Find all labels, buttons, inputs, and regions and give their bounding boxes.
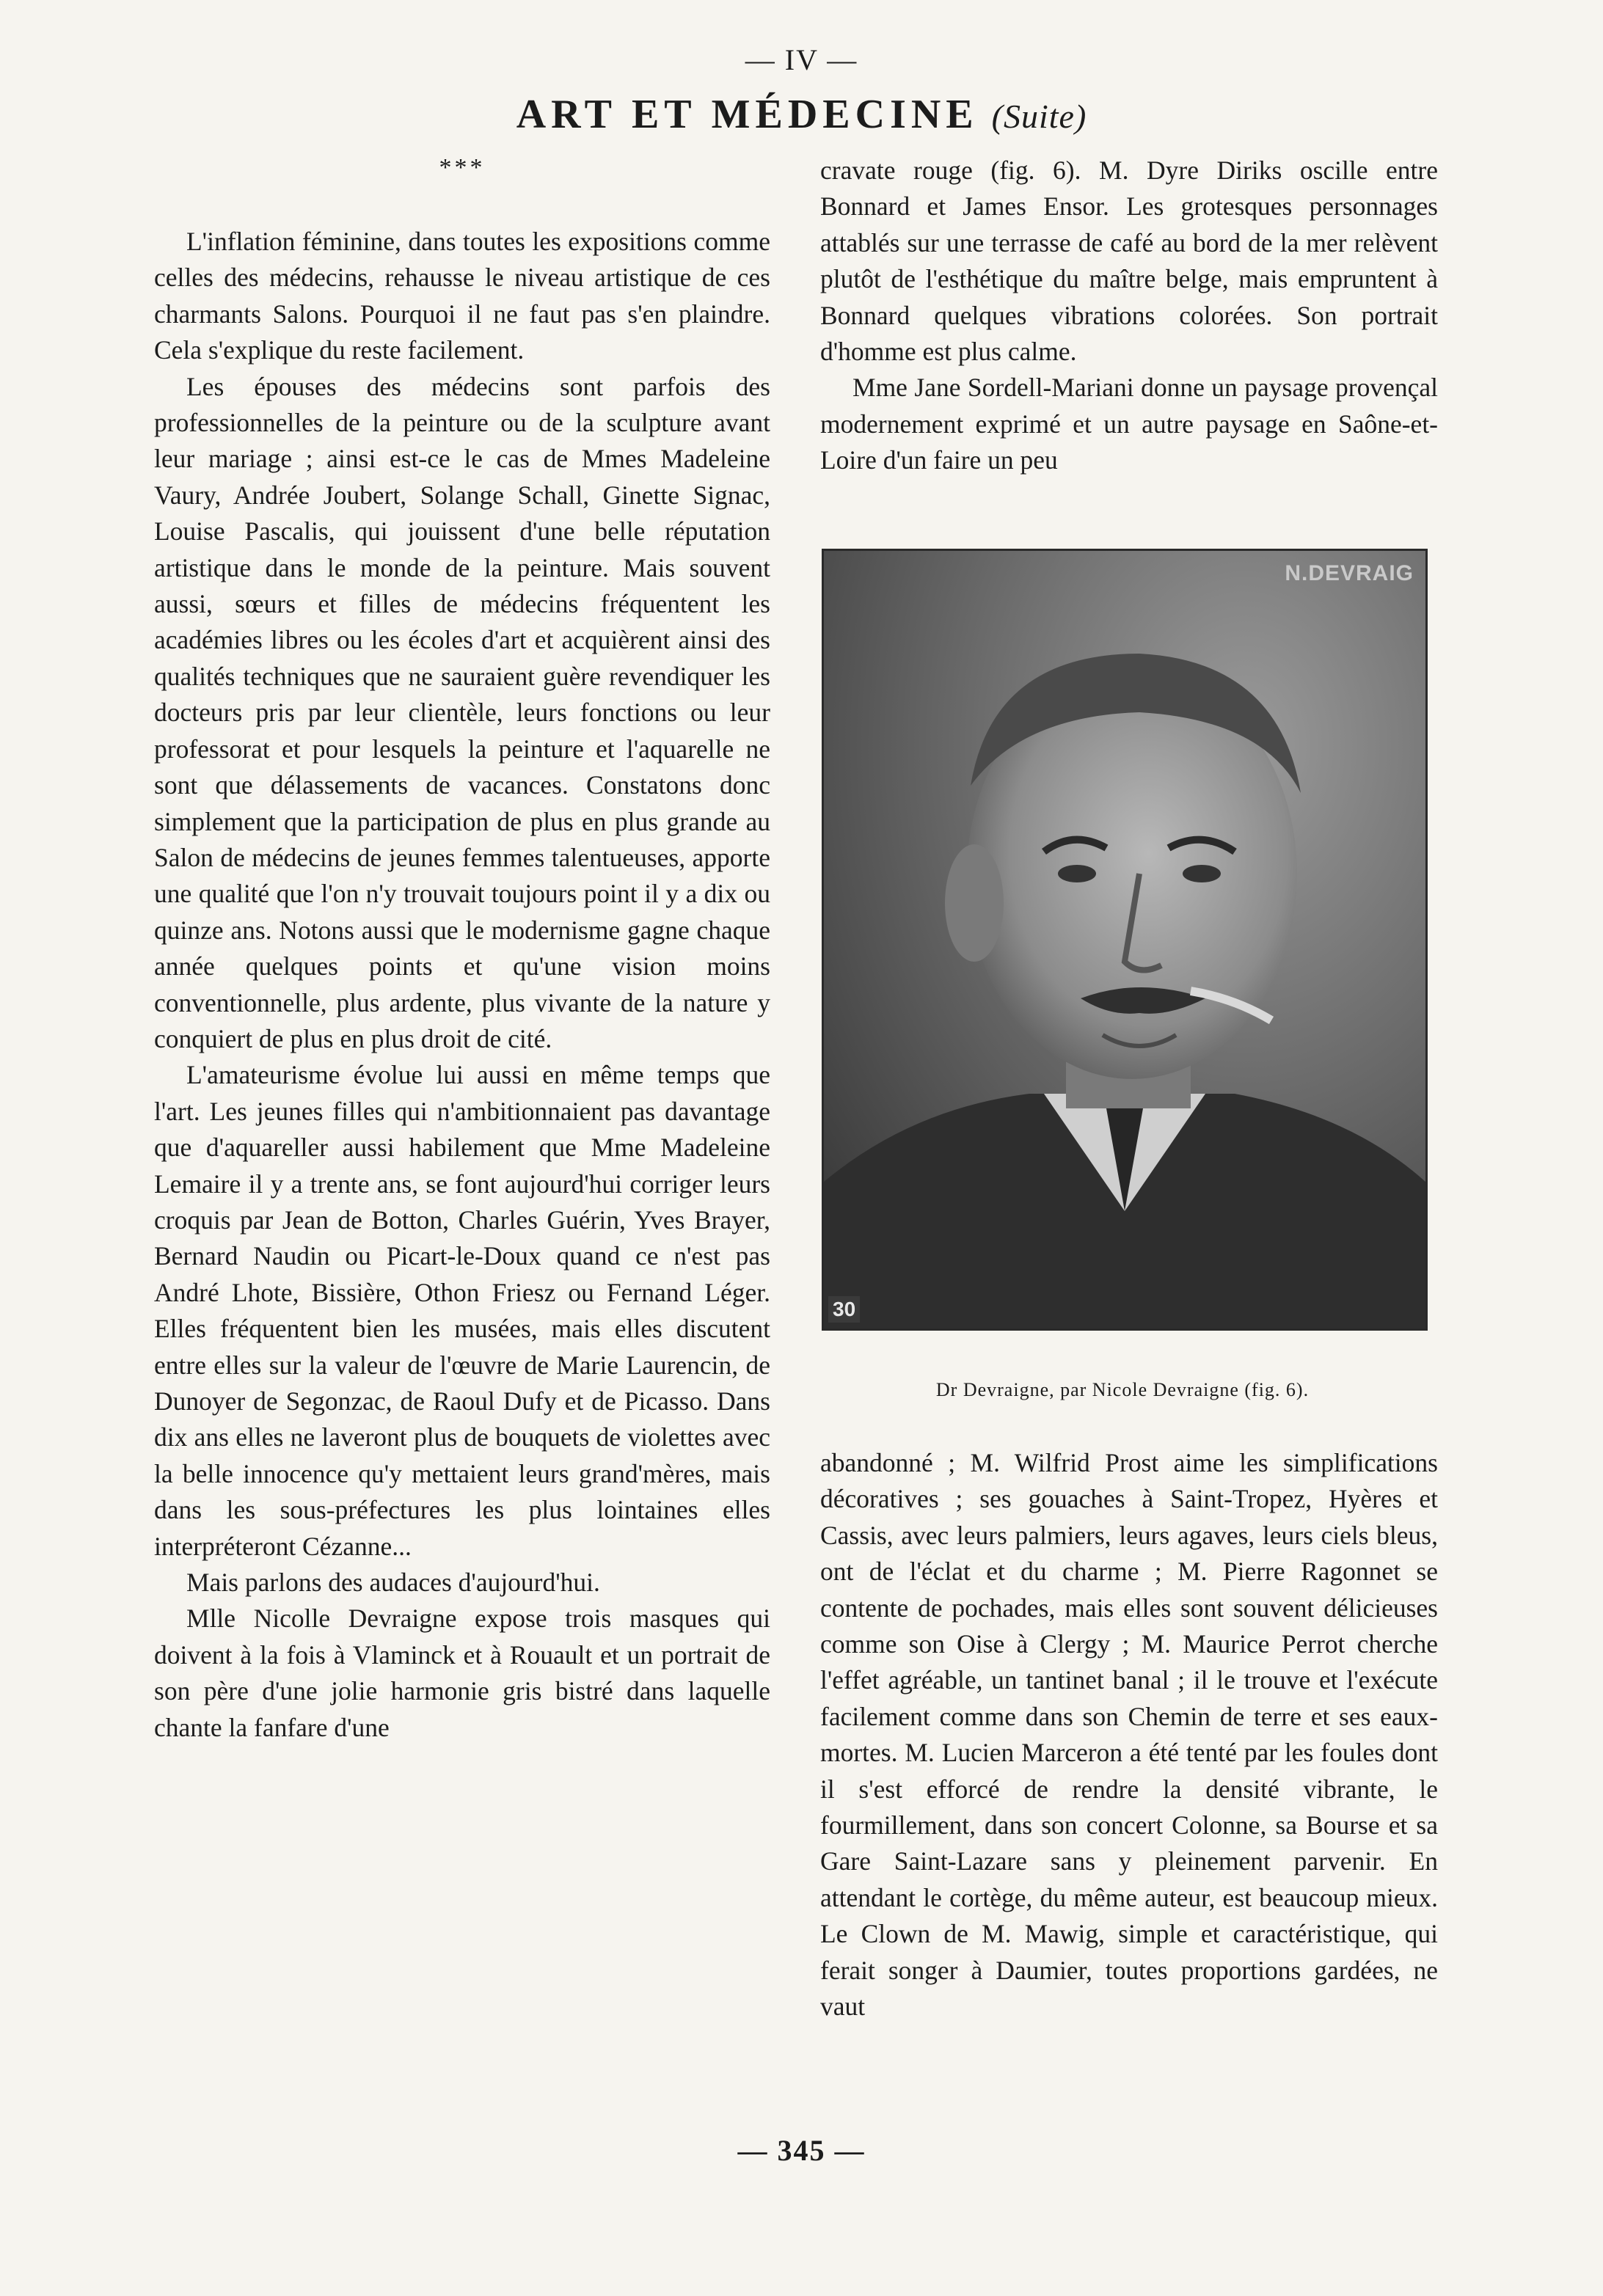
title-suffix: (Suite): [991, 98, 1087, 135]
paragraph: Les épouses des médecins sont parfois des professionnelles de la peinture ou de la sculpture avant leur mariage ; ainsi est-ce le cas de Mmes Madeleine Vaury, Andrée Joubert, Solange Schall, Ginette Signac, Louise Pascalis, qui jouissent d'une belle réputation artistique dans le monde de la peinture. Mais souvent aussi, sœurs et filles de médecins fréquentent les académies libres ou les écoles d'art et acquièrent ainsi des qualités techniques que ne sauraient guère revendiquer les docteurs pris par leur clientèle, leurs fonctions ou leur professorat et pour lesquels la peinture et l'aquarelle ne sont que délassements de vacances. Constatons donc simplement que la participation de plus en plus grande au Salon de médecins de jeunes femmes talentueuses, apporte une qualité que l'on n'y trouvait toujours point il y a dix ou quinze ans. Notons aussi que le modernisme gagne chaque année quelques points et qu'une vision moins conventionnelle, plus ardente, plus vivante de la nature y conquiert de plus en plus droit de cité.: [154, 371, 770, 1053]
title-text: ART ET MÉDECINE: [516, 92, 979, 137]
folio-top: — IV —: [745, 43, 858, 76]
figure-caption: Dr Devraigne, par Nicole Devraigne (fig. 6).: [935, 1379, 1310, 1400]
right-column-bottom: [820, 1445, 1438, 2025]
painter-signature: N.DEVRAIG: [1285, 561, 1414, 585]
paragraph: Mme Jane Sordell-Mariani donne un paysage provençal modernement exprimé et un autre paysage en Saône-et-Loire d'un faire un peu: [820, 373, 1438, 475]
paragraph: Mlle Nicolle Devraigne expose trois masques qui doivent à la fois à Vlaminck et à Rouault et un portrait de son père d'une jolie harmonie gris bistré dans laquelle chante la fanfare d'une: [154, 1604, 770, 1742]
paragraph: L'amateurisme évolue lui aussi en même temps que l'art. Les jeunes filles qui n'ambitionnaient pas davantage que d'aquareller aussi habilement que Mme Madeleine Lemaire il y a trente ans, se font aujourd'hui corriger leurs croquis par Jean de Botton, Charles Guérin, Yves Brayer, Bernard Naudin ou Picart-le-Doux quand ce n'est pas André Lhote, Bissière, Othon Friesz ou Fernand Léger. Elles fréquentent bien les musées, mais elles discutent entre elles sur la valeur de l'œuvre de Marie Laurencin, de Dunoyer de Segonzac, de Raoul Dufy et de Picasso. Dans dix ans elles ne laveront plus de bouquets de violettes avec la belle innocence qu'y mettaient leurs grand'mères, mais dans les sous-préfectures les plus lointaines elles interpréteront Cézanne...: [154, 1060, 770, 1561]
paragraph: Mais parlons des audaces d'aujourd'hui.: [186, 1568, 600, 1598]
right-column-top: [820, 153, 1438, 479]
paragraph: L'inflation féminine, dans toutes les expositions comme celles des médecins, rehausse le niveau artistique de ces charmants Salons. Pourquoi il ne faut pas s'en plaindre. Cela s'explique du reste facilement.: [154, 227, 770, 365]
portrait-illustration: [824, 551, 1425, 1328]
article-title: [0, 91, 1603, 138]
plate-number: 30: [828, 1296, 860, 1323]
page-number: — 345 —: [737, 2134, 866, 2167]
paragraph: cravate rouge (fig. 6). M. Dyre Diriks oscille entre Bonnard et James Ensor. Les grotesques personnages attablés sur une terrasse de café au bord de la mer relèvent plutôt de l'esthétique du maître belge, mais empruntent à Bonnard quelques vibrations colorées. Son portrait d'homme est plus calme.: [820, 156, 1438, 367]
portrait-figure: [822, 549, 1428, 1331]
left-column: [154, 224, 770, 1746]
section-separator: ***: [439, 154, 486, 181]
paragraph: abandonné ; M. Wilfrid Prost aime les simplifications décoratives ; ses gouaches à Saint-Tropez, Hyères et Cassis, avec leurs palmiers, leurs agaves, leurs ciels bleus, ont de l'éclat et du charme ; M. Pierre Ragonnet se contente de pochades, mais elles sont souvent délicieuses comme son Oise à Clergy ; M. Maurice Perrot cherche l'effet agréable, un tantinet banal ; il le trouve et l'exécute facilement comme dans son Chemin de terre et ses eaux-mortes. M. Lucien Marceron a été tenté par les foules dont il s'est efforcé de rendre la densité vibrante, le fourmillement, dans son concert Colonne, sa Bourse et sa Gare Saint-Lazare sans y pleinement parvenir. En attendant le cortège, du même auteur, est beaucoup mieux. Le Clown de M. Mawig, simple et caractéristique, qui ferait songer à Daumier, toutes proportions gardées, ne vaut: [820, 1448, 1438, 2022]
